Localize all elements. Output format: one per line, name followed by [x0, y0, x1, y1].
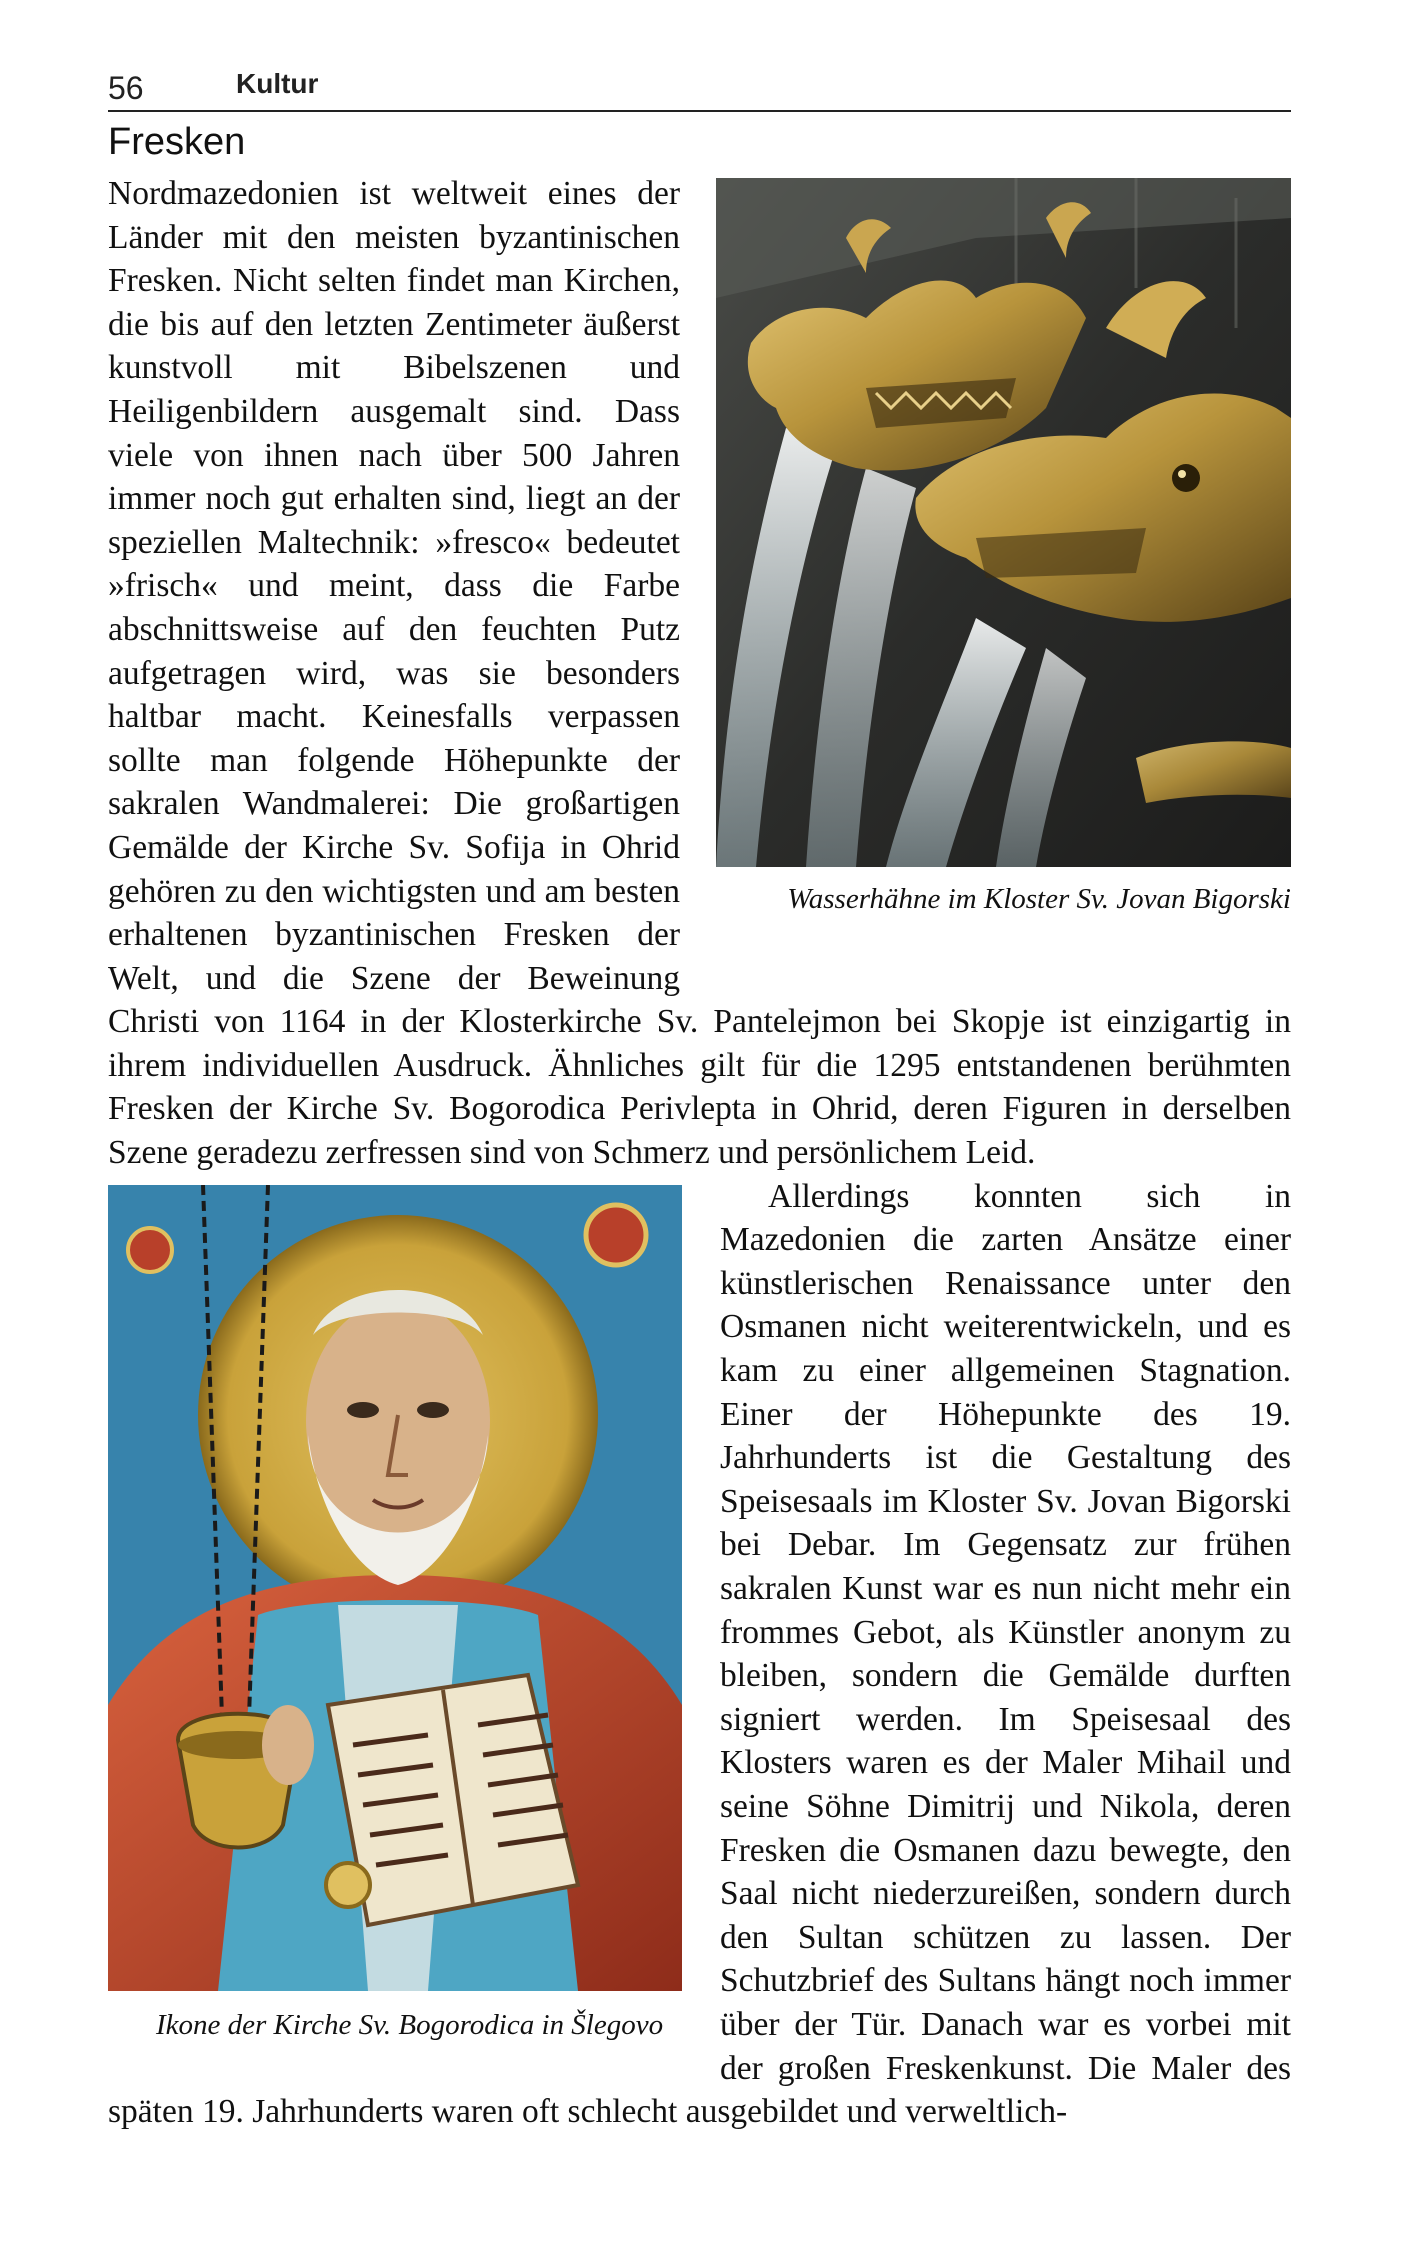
icon-painting-photo — [108, 1185, 682, 1991]
water-taps-caption: Wasserhähne im Kloster Sv. Jovan Bigorski — [787, 883, 1291, 915]
icon-painting-caption: Ikone der Kirche Sv. Bogorodica in Šlegovo — [156, 2008, 664, 2041]
water-taps-photo — [716, 178, 1291, 867]
figure-icon-painting — [108, 1185, 682, 2087]
section-label: Kultur — [236, 68, 319, 99]
paragraph-2-text: Allerdings konnten sich in Mazedonien die zarten Ansätze einer künstlerischen Renaissance unter den Osmanen nicht weiterentwickeln, und es kam zu einer allgemeinen Stagnation. Einer der Höhepunkte des 19. Jahrhunderts ist die Gestaltung des Speisesaals im Kloster Sv. Jovan Bigorski bei Debar. Im Gegensatz zur frühen sakralen Kunst war es nun nicht mehr ein frommes Gebot, als Künstler anonym zu bleiben, sondern die Gemälde durften signiert werden. Im Speisesaal des Klosters waren es der Maler Mihail und seine Söhne Dimitrij und Nikola, deren Fresken die Osmanen dazu bewegte, den Saal nicht niederzureißen, sondern durch den Sultan schützen zu lassen. Der Schutzbrief des Sultans hängt noch immer über der Tür. Danach war es vorbei mit der großen Freskenkunst. Die Maler des späten 19. Jahrhunderts waren oft schlecht ausgebildet und verweltlich- — [108, 1177, 1291, 2131]
article-heading: Fresken — [108, 121, 246, 163]
article-body — [108, 172, 1291, 2134]
page-number: 56 — [108, 70, 144, 106]
paragraph-1: Nordmazedonien ist weltweit eines der Länder mit den meisten byzantinischen Fresken. Nicht selten findet man Kirchen, die bis auf den letzten Zentimeter äußerst kunstvoll mit Bibelszenen und Heiligenbildern ausgemalt sind. Dass viele von ihnen nach über 500 Jahren immer noch gut erhalten sind, liegt an der speziellen Maltechnik: »fresco« bedeutet »frisch« und meint, dass die Farbe abschnittsweise auf den feuchten Putz aufgetragen wird, was sie besonders haltbar macht. Keinesfalls verpassen sollte man folgende Höhepunkte der sakralen Wandmalerei: Die großartigen Gemälde der Kirche Sv. Sofija in Ohrid gehören zu den wichtigsten und am besten erhaltenen byzantinischen Fresken der Welt, und die Szene der Beweinung Christi von 1164 in der Klosterkirche Sv. Pantelejmon bei Skopje ist einzigartig in ihrem individuellen Ausdruck. Ähnliches gilt für die 1295 entstandenen berühmten Fresken der Kirche Sv. Bogorodica Perivlepta in Ohrid, deren Figuren in derselben Szene geradezu zerfressen sind von Schmerz und persönlichem Leid. — [108, 175, 1291, 1172]
page-header — [108, 68, 1291, 112]
paragraph-2 — [108, 1175, 1291, 2134]
figure-water-taps — [716, 178, 1291, 959]
